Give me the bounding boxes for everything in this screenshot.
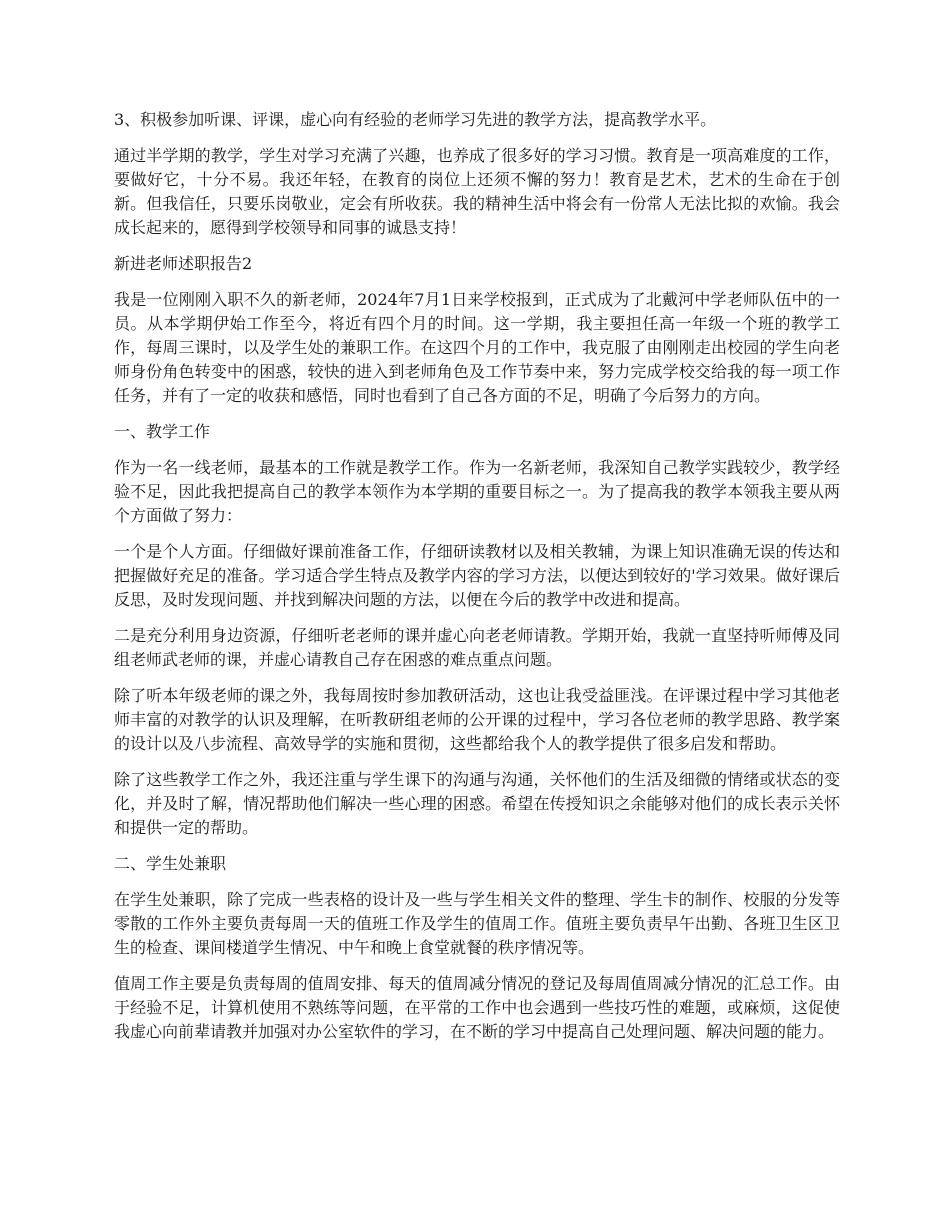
document-body <box>114 108 840 1056</box>
paragraph-intro: 我是一位刚刚入职不久的新老师，2024年7月1日来学校报到，正式成为了北戴河中学老师队伍中的一员。从本学期伊始工作至今，将近有四个月的时间。这一学期，我主要担任高一年级一个班的教学工作，每周三课时，以及学生处的兼职工作。在这四个月的工作中，我克服了由刚刚走出校园的学生向老师身份角色转变中的困惑，较快的进入到老师角色及工作节奏中来，努力完成学校交给我的每一项工作任务，并有了一定的收获和感悟，同时也看到了自己各方面的不足，明确了今后努力的方向。 <box>114 290 840 405</box>
paragraph-weekly-duty: 值周工作主要是负责每周的值周安排、每天的值周减分情况的登记及每周值周减分情况的汇总工作。由于经验不足，计算机使用不熟练等问题，在平常的工作中也会遇到一些技巧性的难题，或麻烦，这促使我虚心向前辈请教并加强对办公室软件的学习，在不断的学习中提高自己处理问题、解决问题的能力。 <box>114 974 840 1041</box>
paragraph-research-activity: 除了听本年级老师的课之外，我每周按时参加教研活动，这也让我受益匪浅。在评课过程中学习其他老师丰富的对教学的认识及理解，在听教研组老师的公开课的过程中，学习各位老师的教学思路、教学案的设计以及八步流程、高效导学的实施和贯彻，这些都给我个人的教学提供了很多启发和帮助。 <box>114 686 840 753</box>
paragraph-summary: 通过半学期的教学，学生对学习充满了兴趣，也养成了很多好的学习习惯。教育是一项高难度的工作，要做好它，十分不易。我还年轻，在教育的岗位上还须不懈的努力！教育是艺术，艺术的生命在于创新。但我信任，只要乐岗敬业，定会有所收获。我的精神生活中将会有一份常人无法比拟的欢愉。我会成长起来的，愿得到学校领导和同事的诚恳支持！ <box>114 146 840 237</box>
paragraph-personal: 一个是个人方面。仔细做好课前准备工作，仔细研读教材以及相关教辅，为课上知识准确无误的传达和把握做好充足的准备。学习适合学生特点及教学内容的学习方法，以便达到较好的'学习效果。做好课后反思，及时发现问题、并找到解决问题的方法，以便在今后的教学中改进和提高。 <box>114 542 840 609</box>
report-title: 新进老师述职报告2 <box>114 254 253 273</box>
section-heading-teaching: 一、教学工作 <box>114 422 211 441</box>
paragraph-resources: 二是充分利用身边资源，仔细听老老师的课并虚心向老老师请教。学期开始，我就一直坚持听师傅及同组老师武老师的课，并虚心请教自己存在困惑的难点重点问题。 <box>114 626 840 669</box>
paragraph-duty: 在学生处兼职，除了完成一些表格的设计及一些与学生相关文件的整理、学生卡的制作、校服的分发等零散的工作外主要负责每周一天的值班工作及学生的值周工作。值班主要负责早午出勤、各班卫生区卫生的检查、课间楼道学生情况、中午和晚上食堂就餐的秩序情况等。 <box>114 890 840 957</box>
section-heading-student-office: 二、学生处兼职 <box>114 854 227 873</box>
paragraph-student-care: 除了这些教学工作之外，我还注重与学生课下的沟通与沟通，关怀他们的生活及细微的情绪或状态的变化，并及时了解，情况帮助他们解决一些心理的困惑。希望在传授知识之余能够对他们的成长表示关怀和提供一定的帮助。 <box>114 770 840 837</box>
paragraph-teaching-overview: 作为一名一线老师，最基本的工作就是教学工作。作为一名新老师，我深知自己教学实践较少，教学经验不足，因此我把提高自己的教学本领作为本学期的重要目标之一。为了提高我的教学本领我主要从两个方面做了努力： <box>114 458 840 525</box>
paragraph-item-3: 3、积极参加听课、评课，虚心向有经验的老师学习先进的教学方法，提高教学水平。 <box>114 110 717 129</box>
